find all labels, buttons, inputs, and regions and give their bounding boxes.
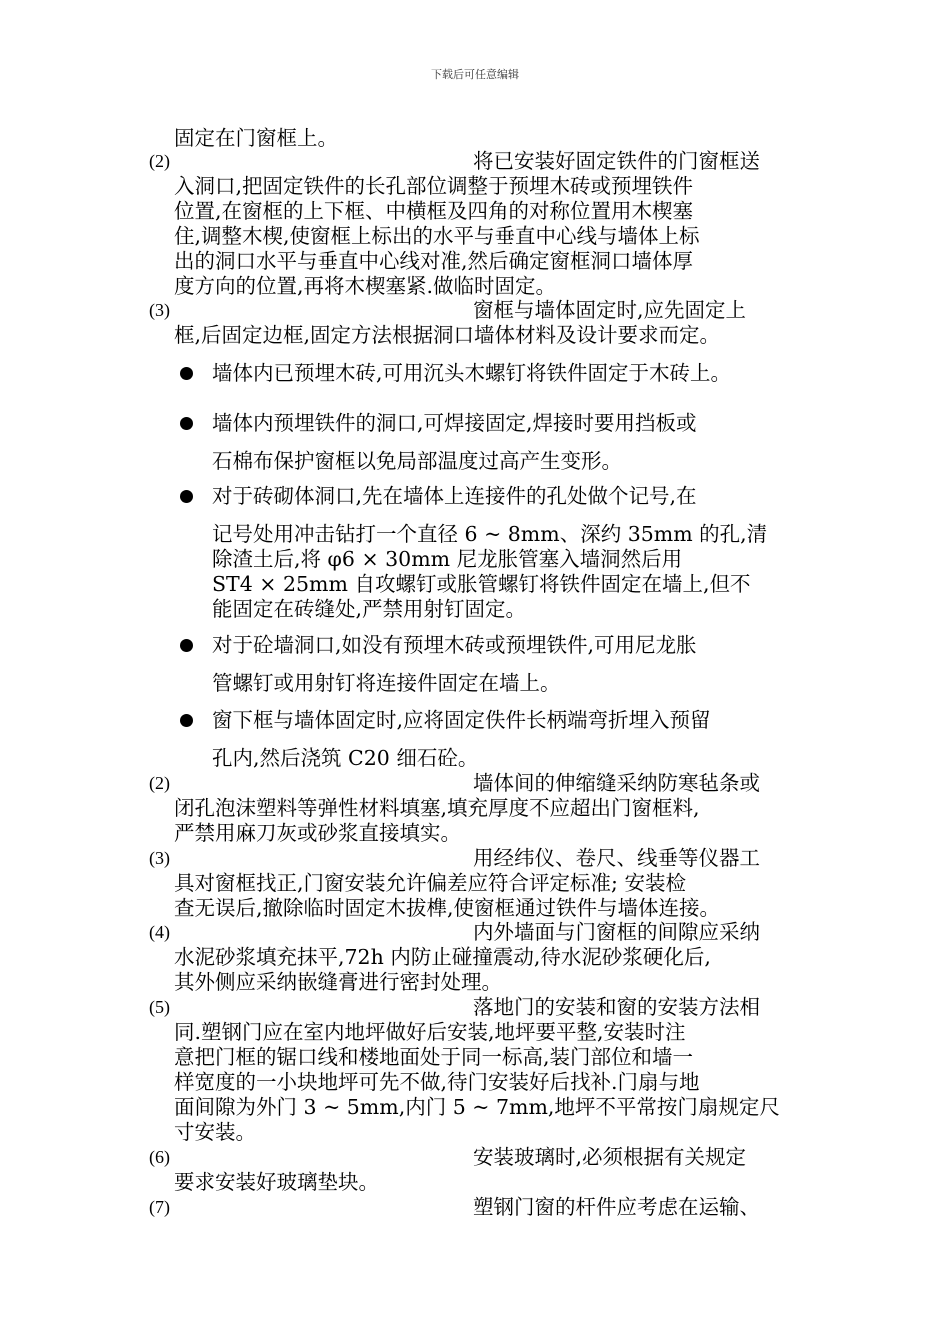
item-number: (3) — [149, 848, 170, 868]
bullet-icon — [180, 639, 193, 652]
paragraph-line: 入洞口,把固定铁件的长孔部位调整于预埋木砖或预埋铁件 — [174, 174, 694, 198]
paragraph-lead: 塑钢门窗的杆件应考虑在运输、 — [473, 1195, 760, 1219]
paragraph-lead: 安装玻璃时,必须根据有关规定 — [473, 1145, 747, 1169]
bullet-line: 对于砖砌体洞口,先在墙体上连接件的孔处做个记号,在 — [212, 484, 697, 508]
paragraph-line: 位置,在窗框的上下框、中横框及四角的对称位置用木楔塞 — [174, 199, 694, 223]
bullet-icon — [180, 367, 193, 380]
bullet-line: 记号处用冲击钻打一个直径 6 ~ 8mm、深约 35mm 的孔,清 — [212, 522, 768, 546]
bullet-line: 墙体内预埋铁件的洞口,可焊接固定,焊接时要用挡板或 — [212, 411, 697, 435]
paragraph-lead: 用经纬仪、卷尺、线垂等仪器工 — [473, 846, 760, 870]
bullet-line: 石棉布保护窗框以免局部温度过高产生变形。 — [212, 449, 622, 473]
bullet-line: 窗下框与墙体固定时,应将固定佚件长柄端弯折埋入预留 — [212, 708, 711, 732]
paragraph-line: 住,调整木楔,使窗框上标出的水平与垂直中心线与墙体上标 — [174, 224, 700, 248]
item-number: (2) — [149, 151, 170, 171]
bullet-icon — [180, 714, 193, 727]
paragraph-line: 严禁用麻刀灰或砂浆直接填实。 — [174, 821, 461, 845]
item-number: (5) — [149, 997, 170, 1017]
item-number: (2) — [149, 773, 170, 793]
paragraph-line: 面间隙为外门 3 ~ 5mm,内门 5 ~ 7mm,地坪不平常按门扇规定尺 — [174, 1095, 780, 1119]
paragraph-line: 样宽度的一小块地坪可先不做,待门安装好后找补.门扇与地 — [174, 1070, 700, 1094]
paragraph-lead: 落地门的安装和窗的安装方法相 — [473, 995, 760, 1019]
bullet-line: 对于砼墙洞口,如没有预埋木砖或预埋铁件,可用尼龙胀 — [212, 633, 697, 657]
paragraph-line: 意把门框的锯口线和楼地面处于同一标高,装门部位和墙一 — [174, 1045, 694, 1069]
paragraph-line: 水泥砂浆填充抹平,72h 内防止碰撞震动,待水泥砂浆硬化后, — [174, 945, 711, 969]
paragraph-lead: 将已安装好固定铁件的门窗框送 — [473, 149, 760, 173]
paragraph-line: 同.塑钢门应在室内地坪做好后安装,地坪要平整,安装时注 — [174, 1020, 686, 1044]
paragraph-lead: 内外墙面与门窗框的间隙应采纳 — [473, 920, 760, 944]
bullet-icon — [180, 417, 193, 430]
paragraph-line: 查无误后,撤除临时固定木拔榫,使窗框通过铁件与墙体连接。 — [174, 896, 721, 920]
paragraph-line: 固定在门窗框上。 — [174, 126, 338, 150]
bullet-line: 能固定在砖缝处,严禁用射钉固定。 — [212, 597, 527, 621]
bullet-line: 除渣土后,将 φ6 × 30mm 尼龙胀管塞入墙洞然后用 — [212, 547, 683, 571]
paragraph-line: 出的洞口水平与垂直中心线对准,然后确定窗框洞口墙体厚 — [174, 249, 694, 273]
paragraph-lead: 窗框与墙体固定时,应先固定上 — [473, 298, 747, 322]
paragraph-lead: 墙体间的伸缩缝采纳防寒毡条或 — [473, 771, 760, 795]
paragraph-line: 寸安装。 — [174, 1120, 256, 1144]
paragraph-line: 度方向的位置,再将木楔塞紧.做临时固定。 — [174, 274, 557, 298]
item-number: (7) — [149, 1197, 170, 1217]
bullet-icon — [180, 490, 193, 503]
bullet-line: 管螺钉或用射钉将连接件固定在墙上。 — [212, 671, 561, 695]
item-number: (6) — [149, 1147, 170, 1167]
bullet-line: ST4 × 25mm 自攻螺钉或胀管螺钉将铁件固定在墙上,但不 — [212, 572, 751, 596]
item-number: (3) — [149, 300, 170, 320]
paragraph-line: 要求安装好玻璃垫块。 — [174, 1170, 379, 1194]
page-header: 下载后可任意编辑 — [431, 68, 519, 81]
item-number: (4) — [149, 922, 170, 942]
paragraph-line: 具对窗框找正,门窗安装允许偏差应符合评定标准; 安装检 — [174, 871, 686, 895]
paragraph-line: 闭孔泡沫塑料等弹性材料填塞,填充厚度不应超出门窗框料, — [174, 796, 700, 820]
paragraph-line: 框,后固定边框,固定方法根据洞口墙体材料及设计要求而定。 — [174, 323, 721, 347]
paragraph-line: 其外侧应采纳嵌缝膏进行密封处理。 — [174, 970, 502, 994]
bullet-line: 孔内,然后浇筑 C20 细石砼。 — [212, 746, 479, 770]
bullet-line: 墙体内已预埋木砖,可用沉头木螺钉将铁件固定于木砖上。 — [212, 361, 732, 385]
